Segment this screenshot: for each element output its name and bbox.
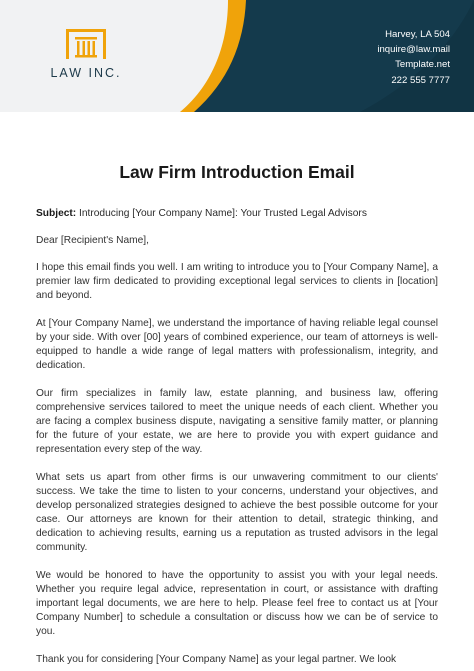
contact-phone: 222 555 7777 xyxy=(391,74,450,86)
subject-line xyxy=(36,207,438,221)
contact-email[interactable]: inquire@law.mail xyxy=(377,44,450,56)
subject-text: Introducing [Your Company Name]: Your Trusted Legal Advisors xyxy=(79,208,367,219)
letterhead xyxy=(0,0,474,112)
pillar-building-icon xyxy=(64,28,108,60)
contact-block xyxy=(377,27,450,88)
paragraph-specialties: Our firm specializes in family law, estate planning, and business law, offering comprehensive services tailored to meet the unique needs of each client. Whether you are facing a complex business dispute, navigating a sensitive family matter, or planning for the future of your estate, we are here to provide you with expert guidance and representation every step of the way. xyxy=(36,388,438,455)
paragraph-experience: At [Your Company Name], we understand the importance of having reliable legal counsel by your side. With over [00] years of combined experience, our team of attorneys is well-equipped to handle a wide range of legal matters with professionalism, integrity, and dedication. xyxy=(36,318,438,371)
company-name: LAW INC. xyxy=(50,66,122,80)
contact-address: Harvey, LA 504 xyxy=(385,29,450,40)
paragraph-intro: I hope this email finds you well. I am writing to introduce you to [Your Company Name], a premier law firm dedicated to providing exceptional legal services to clients in [location] and beyond. xyxy=(36,262,438,301)
paragraph-differentiators: What sets us apart from other firms is our unwavering commitment to our clients' success. We take the time to listen to your concerns, understand your objectives, and develop personalized strategies designed to achieve the best possible outcome for your case. Our attorneys are known for their attention to detail, strategic thinking, and dedication to achieving results, earning us a reputation as trusted advisors in the legal community. xyxy=(36,472,438,553)
contact-website[interactable]: Template.net xyxy=(395,59,450,71)
paragraph-closing: Thank you for considering [Your Company Name] as your legal partner. We look xyxy=(36,654,397,665)
letter-body xyxy=(36,162,438,667)
paragraph-call-to-action: We would be honored to have the opportunity to assist you with your legal needs. Whether you require legal advice, representation in court, or assistance with drafting important legal documents, we are here to help. Please feel free to contact us at [Your Company Number] to schedule a consultation or discuss how we can be of service to you. xyxy=(36,570,438,637)
subject-label: Subject: xyxy=(36,208,77,219)
greeting: Dear [Recipient's Name], xyxy=(36,235,149,246)
document-title: Law Firm Introduction Email xyxy=(119,162,355,182)
